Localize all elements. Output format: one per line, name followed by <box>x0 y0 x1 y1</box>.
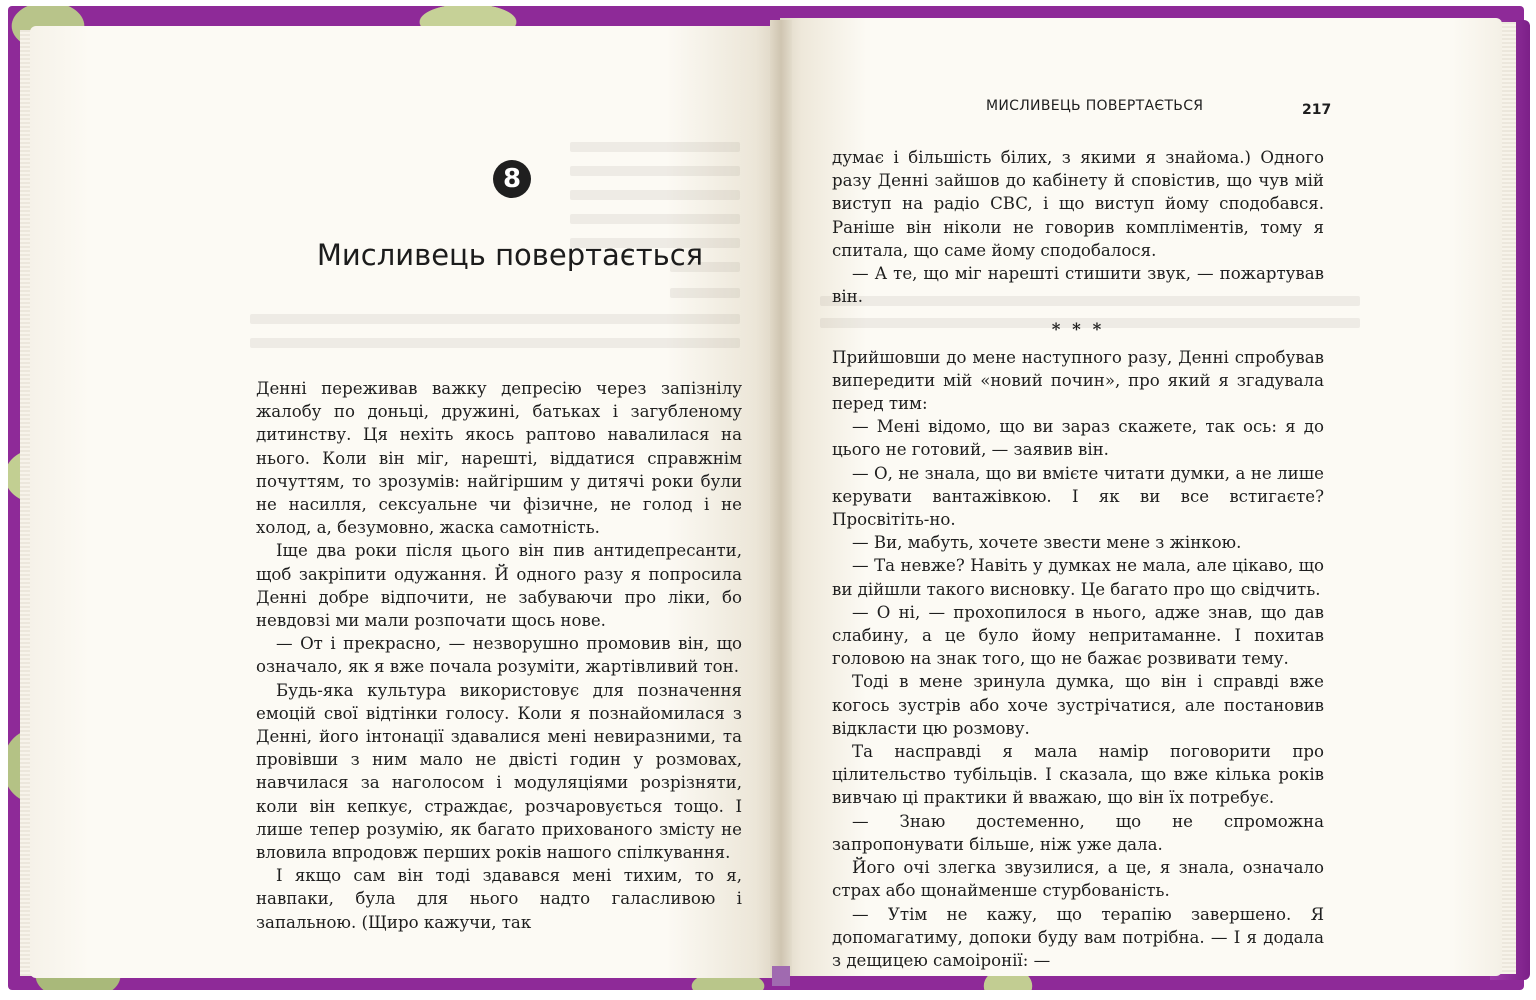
paragraph: — Утім не кажу, що терапію завершено. Я допомагатиму, допоки буду вам потрібна. — І я додала з дещицею самоіронії: — <box>832 904 1324 970</box>
paragraph: — Мені відомо, що ви зараз скажете, так ось: я до цього не готовий, — заявив він. <box>832 417 1324 460</box>
paragraph: Тоді в мене зринула думка, що він і справді вже когось зустрів або хоче зустрічатися, але постановив відкласти цю розмову. <box>832 672 1324 738</box>
paragraph: І якщо сам він тоді здавався мені тихим, то я, навпаки, була для нього надто галасливою і запальною. (Щиро кажучи, так <box>256 866 742 932</box>
paragraph: Його очі злегка звузилися, а це, я знала, означало страх або щонайменше стурбованість. <box>832 858 1324 901</box>
paragraph: Прийшовши до мене наступного разу, Денні спробував випередити мій «новий почин», про який я згадувала перед тим: <box>832 347 1324 414</box>
page-number: 217 <box>1302 102 1332 118</box>
book-gutter <box>770 20 792 976</box>
running-head: МИСЛИВЕЦЬ ПОВЕРТАЄТЬСЯ <box>986 98 1204 114</box>
paragraph: — Та невже? Навіть у думках не мала, але цікаво, що ви дійшли такого висновку. Це багато про що свідчить. <box>832 556 1324 599</box>
paragraph: Іще два роки після цього він пив антидепресанти, щоб закріпити одужання. Й одного разу я попросила Денні добре відпочити, не забуваючи про ліки, бо невдовзі ми мали розпочати щось нове. <box>256 541 742 631</box>
chapter-number-badge: 8 <box>493 160 531 198</box>
paragraph: — А те, що міг нарешті стишити звук, — пожартував він. <box>832 264 1324 307</box>
paragraph: — О, не знала, що ви вмієте читати думки, а не лише керувати вантажівкою. І як ви все встигаєте? Просвітіть-но. <box>832 463 1324 530</box>
bookmark-ribbon <box>772 966 790 986</box>
paragraph: — Ви, мабуть, хочете звести мене з жінкою. <box>852 533 1242 553</box>
paragraph: Та насправді я мала намір поговорити про цілительство тубільців. І сказала, що вже кілька років вивчаю ці практики й вважаю, що він їх потребує. <box>832 742 1324 808</box>
section-separator: * * * <box>1051 319 1105 340</box>
paragraph: Будь-яка культура використовує для позначення емоцій свої відтінки голосу. Коли я познайомилася з Денні, його інтонації здавалися мені невиразними, та провівши з ним мало не двісті годин у розмовах, навчилася за наголосом і модуляціями розрізняти, коли він кепкує, страждає, розчаровується тощо. І лише тепер розумію, як багато прихованого змісту не вловила впродовж перших років нашого спілкування. <box>256 680 742 863</box>
paragraph: — Знаю достеменно, що не спроможна запропонувати більше, ніж уже дала. <box>832 811 1324 854</box>
paragraph: Денні переживав важку депресію через запізнілу жалобу по доньці, дружині, батьках і загубленому дитинству. Ця нехіть якось раптово навалилася на нього. Коли він міг, нарешті, віддатися справжнім почуттям, то зрозумів: найгіршим у дитячі роки були не насилля, сексуальне чи фізичне, не голод і не холод, а, безумовно, жаска самотність. <box>256 379 742 538</box>
paragraph: — О ні, — прохопилося в нього, адже знав, що дав слабину, а це було йому непритаманне. І похитав головою на знак того, що не бажає розвивати тему. <box>832 602 1324 669</box>
left-page-body <box>256 377 742 934</box>
chapter-title: Мисливець повертається <box>316 238 704 272</box>
right-page-body <box>832 146 1324 972</box>
paragraph: — От і прекрасно, — незворушно промовив він, що означало, як я вже почала розуміти, жартівливий тон. <box>256 634 742 677</box>
paragraph: думає і більшість білих, з якими я знайома.) Одного разу Денні зайшов до кабінету й сповістив, що чув мій виступ на радіо CBC, і що виступ йому сподобався. Раніше він ніколи не говорив компліментів, тому я спитала, що саме йому сподобалося. <box>832 148 1324 260</box>
